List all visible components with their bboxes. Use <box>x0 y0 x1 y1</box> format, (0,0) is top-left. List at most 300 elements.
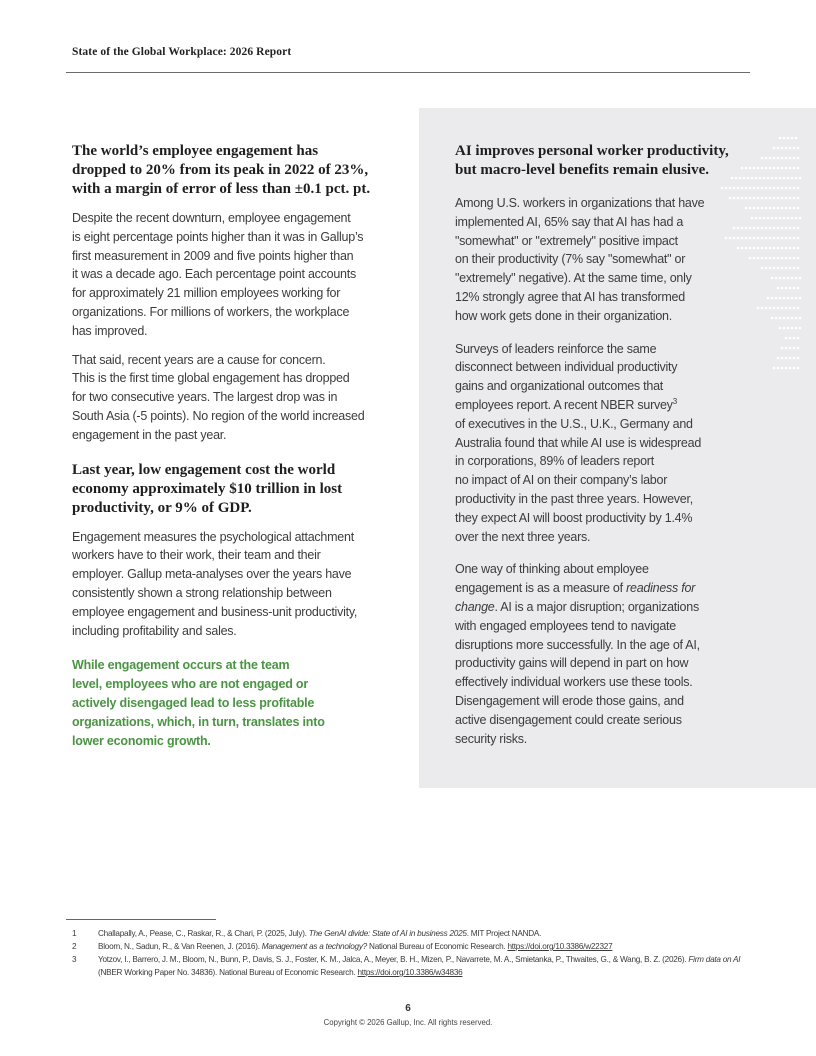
decorative-dot <box>781 167 784 170</box>
decorative-dot <box>793 227 796 230</box>
decorative-dot <box>773 227 776 230</box>
decorative-dot <box>797 267 800 270</box>
footnote-text <box>98 940 752 953</box>
decorative-dot <box>771 277 774 280</box>
decorative-dot <box>773 157 776 160</box>
decorative-dot <box>753 257 756 260</box>
decorative-dot <box>757 307 760 310</box>
decorative-dot <box>733 227 736 230</box>
decorative-dot <box>799 297 802 300</box>
decorative-dot <box>785 307 788 310</box>
decorative-dot <box>797 337 800 340</box>
decorative-dot <box>777 247 780 250</box>
leaders-survey-text-b: of executives in the U.S., U.K., Germany and Australia found that while AI use is widespread in corporations, 89% of leaders report no impact of AI on their company’s labor productivity in the past three years. However, they expect AI will boost productivity by 1.4% over the next three years. <box>455 416 702 544</box>
decorative-dot <box>769 267 772 270</box>
decorative-dot <box>793 157 796 160</box>
decorative-dot <box>785 207 788 210</box>
downturn-paragraph: Despite the recent downturn, employee engagement is eight percentage points higher than it was in Gallup’s first measurement in 2009 and five points higher than it was a decade ago. Each percentage point accounts for approximately 21 million employees working for organizations. For millions of workers, the workplace has improved. <box>72 211 364 338</box>
decorative-dot <box>779 327 782 330</box>
decorative-dot <box>781 357 784 360</box>
decorative-dot <box>791 277 794 280</box>
decorative-dot <box>783 177 786 180</box>
decorative-dot <box>785 247 788 250</box>
decorative-dot <box>759 217 762 220</box>
footnote-link[interactable]: https://doi.org/10.3386/w22327 <box>507 942 613 951</box>
footnote-text-a: Bloom, N., Sadun, R., & Van Reenen, J. (2016). <box>98 942 262 951</box>
decorative-dot <box>781 227 784 230</box>
decorative-dot <box>757 237 760 240</box>
decorative-dot <box>755 177 758 180</box>
decorative-dot <box>785 187 788 190</box>
decorative-dot <box>777 207 780 210</box>
decorative-dot <box>785 367 788 370</box>
decorative-dot <box>773 207 776 210</box>
decorative-dot <box>769 307 772 310</box>
footnote-text-a: Yotzov, I., Barrero, J. M., Bloom, N., Bunn, P., Davis, S. J., Foster, K. M., Jalca, A., Meyer, B. H., Mizen, P., Navarrete, M. A., Smietanka, P., Thwaites, G., & Wang, B. Z. (2026). <box>98 955 689 964</box>
decorative-dot <box>789 367 792 370</box>
decorative-dot <box>769 167 772 170</box>
decorative-dot <box>733 237 736 240</box>
decorative-dot <box>749 207 752 210</box>
decorative-dot <box>785 227 788 230</box>
footnote-text <box>98 953 752 979</box>
decorative-dot <box>737 247 740 250</box>
decorative-dot <box>775 297 778 300</box>
decorative-dot <box>769 157 772 160</box>
decorative-dot <box>751 177 754 180</box>
decorative-dot <box>787 317 790 320</box>
readiness-paragraph <box>455 560 731 748</box>
decorative-dot <box>765 227 768 230</box>
decorative-dot <box>785 257 788 260</box>
decorative-dot <box>789 337 792 340</box>
decorative-dot-pattern <box>720 132 816 392</box>
decorative-dot <box>797 247 800 250</box>
decorative-dot <box>777 147 780 150</box>
decorative-dot <box>781 307 784 310</box>
footnote-number: 1 <box>72 929 77 938</box>
decorative-dot <box>767 217 770 220</box>
decorative-dot <box>775 317 778 320</box>
decorative-dot <box>773 237 776 240</box>
decorative-dot <box>757 247 760 250</box>
decorative-dot <box>787 297 790 300</box>
decorative-dot <box>797 307 800 310</box>
decorative-dot <box>753 207 756 210</box>
decorative-dot <box>785 147 788 150</box>
decorative-dot <box>787 177 790 180</box>
decorative-dot <box>761 257 764 260</box>
decorative-dot <box>781 347 784 350</box>
decorative-dot <box>749 257 752 260</box>
decorative-dot <box>793 347 796 350</box>
decorative-dot <box>775 217 778 220</box>
engagement-definition-paragraph: Engagement measures the psychological attachment workers have to their work, their team and their employer. Gallup meta-analyses over the years have consistently shown a strong relationship between employee engagement and business-unit productivity, including profitability and sales. <box>72 529 358 638</box>
decorative-dot <box>795 277 798 280</box>
decorative-dot <box>789 167 792 170</box>
decorative-dot <box>789 197 792 200</box>
decorative-dot <box>771 297 774 300</box>
decorative-dot <box>777 197 780 200</box>
decorative-dot <box>785 157 788 160</box>
decorative-dot <box>765 167 768 170</box>
footnote-title: Management as a technology? <box>261 942 367 951</box>
footnote-link[interactable]: https://doi.org/10.3386/w34836 <box>357 968 463 977</box>
decorative-dot <box>779 217 782 220</box>
footnote-title: The GenAI divide: State of AI in business 2025 <box>308 929 467 938</box>
decorative-dot <box>741 167 744 170</box>
decorative-dot <box>779 277 782 280</box>
decorative-dot <box>797 257 800 260</box>
decorative-dot <box>799 327 802 330</box>
decorative-dot <box>781 147 784 150</box>
decorative-dot <box>793 287 796 290</box>
decorative-dot <box>763 217 766 220</box>
decorative-dot <box>797 367 800 370</box>
decorative-dot <box>741 247 744 250</box>
decorative-dot <box>767 177 770 180</box>
decorative-dot <box>757 257 760 260</box>
decorative-dot <box>799 277 802 280</box>
decorative-dot <box>791 177 794 180</box>
decorative-dot <box>781 287 784 290</box>
decorative-dot <box>791 217 794 220</box>
footnote-divider <box>66 919 216 920</box>
decorative-dot <box>769 187 772 190</box>
footnote <box>72 927 752 940</box>
leaders-survey-text-a: Surveys of leaders reinforce the same disconnect between individual productivity gains and organizational outcomes that employees report. A recent NBER survey <box>455 341 678 412</box>
decorative-dot <box>773 307 776 310</box>
decorative-dot <box>757 187 760 190</box>
decorative-dot <box>777 267 780 270</box>
decorative-dot <box>781 267 784 270</box>
footnote-text-b: (NBER Working Paper No. 34836). National Bureau of Economic Research. <box>98 968 358 977</box>
decorative-dot <box>757 227 760 230</box>
decorative-dot <box>789 257 792 260</box>
decorative-dot <box>777 157 780 160</box>
decorative-dot <box>757 207 760 210</box>
decorative-dot <box>791 327 794 330</box>
decorative-dot <box>753 197 756 200</box>
decorative-dot <box>733 187 736 190</box>
decorative-dot <box>797 227 800 230</box>
decorative-dot <box>749 237 752 240</box>
decorative-dot <box>797 287 800 290</box>
decorative-dot <box>749 187 752 190</box>
decorative-dot <box>761 247 764 250</box>
footnote-number: 2 <box>72 942 77 951</box>
decorative-dot <box>765 207 768 210</box>
decorative-dot <box>773 167 776 170</box>
decorative-dot <box>749 197 752 200</box>
decorative-dot <box>793 367 796 370</box>
decorative-dot <box>777 307 780 310</box>
decorative-dot <box>733 197 736 200</box>
decorative-dot <box>793 207 796 210</box>
decorative-dot <box>781 207 784 210</box>
decorative-dot <box>737 227 740 230</box>
footnote <box>72 953 752 979</box>
decorative-dot <box>737 197 740 200</box>
leaders-survey-paragraph <box>455 340 731 547</box>
footnote-ref-3[interactable]: 3 <box>672 396 677 406</box>
decorative-dot <box>797 187 800 190</box>
decorative-dot <box>789 157 792 160</box>
decorative-dot <box>775 177 778 180</box>
footnote-text-a: Challapally, A., Pease, C., Raskar, R., & Chari, P. (2025, July). <box>98 929 309 938</box>
decorative-dot <box>787 137 790 140</box>
decorative-dot <box>789 247 792 250</box>
decorative-dot <box>783 277 786 280</box>
decorative-dot <box>781 247 784 250</box>
decorative-dot <box>793 187 796 190</box>
decorative-dot <box>749 227 752 230</box>
ai-productivity-heading: AI improves personal worker productivity, but macro-level benefits remain elusive. <box>455 143 729 178</box>
decorative-dot <box>773 257 776 260</box>
decorative-dot <box>753 237 756 240</box>
decorative-dot <box>793 197 796 200</box>
decorative-dot <box>787 277 790 280</box>
decorative-dot <box>777 287 780 290</box>
decorative-dot <box>795 137 798 140</box>
decorative-dot <box>765 267 768 270</box>
footnote-text-b: . MIT Project NANDA. <box>466 929 542 938</box>
decorative-dot <box>783 297 786 300</box>
decorative-dot <box>765 197 768 200</box>
decorative-dot <box>777 237 780 240</box>
decorative-dot <box>779 137 782 140</box>
decorative-dot <box>785 267 788 270</box>
decorative-dot <box>741 197 744 200</box>
decorative-dot <box>793 167 796 170</box>
decorative-dot <box>791 297 794 300</box>
decorative-dot <box>785 167 788 170</box>
decorative-dot <box>761 227 764 230</box>
footnotes <box>72 927 752 979</box>
decorative-dot <box>783 317 786 320</box>
decorative-dot <box>773 267 776 270</box>
decorative-dot <box>777 367 780 370</box>
decorative-dot <box>745 237 748 240</box>
decorative-dot <box>789 287 792 290</box>
decorative-dot <box>745 167 748 170</box>
copyright-text: Copyright © 2026 Gallup, Inc. All rights reserved. <box>323 1018 493 1027</box>
decorative-dot <box>785 237 788 240</box>
decorative-dot <box>749 167 752 170</box>
decorative-dot <box>761 167 764 170</box>
decorative-dot <box>765 257 768 260</box>
decorative-dot <box>795 177 798 180</box>
decorative-dot <box>773 247 776 250</box>
decorative-dot <box>761 267 764 270</box>
decorative-dot <box>793 307 796 310</box>
readiness-emphasis: readiness for change <box>455 581 696 614</box>
decorative-dot <box>783 137 786 140</box>
decorative-dot <box>773 187 776 190</box>
decorative-dot <box>747 177 750 180</box>
decorative-dot <box>765 307 768 310</box>
decorative-dot <box>795 327 798 330</box>
decorative-dot <box>789 147 792 150</box>
decorative-dot <box>793 337 796 340</box>
decorative-dot <box>767 297 770 300</box>
readiness-text-b: . AI is a major disruption; organizations with engaged employees tend to navigate disruptions more successfully. In the age of AI, productivity gains will depend in part on how effectively individual workers use these tools. Disengagement will erode those gains, and active disengagement could create serious security risks. <box>455 599 700 746</box>
decorative-dot <box>769 197 772 200</box>
decorative-dot <box>771 217 774 220</box>
decorative-dot <box>781 197 784 200</box>
decorative-dot <box>749 247 752 250</box>
engagement-heading: The world’s employee engagement has dropped to 20% from its peak in 2022 of 23%, with a margin of error of less than ±0.1 pct. pt. <box>72 143 371 197</box>
decorative-dot <box>731 177 734 180</box>
decorative-dot <box>791 317 794 320</box>
decorative-dot <box>753 187 756 190</box>
decorative-dot <box>797 237 800 240</box>
decorative-dot <box>745 227 748 230</box>
decorative-dot <box>761 197 764 200</box>
decorative-dot <box>765 157 768 160</box>
decorative-dot <box>781 367 784 370</box>
decorative-dot <box>745 187 748 190</box>
decorative-dot <box>797 167 800 170</box>
decorative-dot <box>789 237 792 240</box>
decorative-dot <box>791 137 794 140</box>
decorative-dot <box>745 207 748 210</box>
decorative-dot <box>793 237 796 240</box>
decorative-dot <box>753 227 756 230</box>
footnote-title: Firm data on AI <box>688 955 741 964</box>
decorative-dot <box>775 277 778 280</box>
decorative-dot <box>793 357 796 360</box>
decorative-dot <box>781 157 784 160</box>
decorative-dot <box>781 237 784 240</box>
decorative-dot <box>793 147 796 150</box>
decorative-dot <box>789 267 792 270</box>
decorative-dot <box>765 237 768 240</box>
decorative-dot <box>777 187 780 190</box>
decorative-dot <box>785 357 788 360</box>
economic-cost-heading: Last year, low engagement cost the world economy approximately $10 trillion in lost productivity, or 9% of GDP. <box>72 461 343 516</box>
decorative-dot <box>779 177 782 180</box>
decorative-dot <box>789 227 792 230</box>
decorative-dot <box>799 217 802 220</box>
decorative-dot <box>739 177 742 180</box>
decorative-dot <box>769 257 772 260</box>
decorative-dot <box>777 357 780 360</box>
decorative-dot <box>797 207 800 210</box>
decorative-dot <box>741 227 744 230</box>
decorative-dot <box>785 287 788 290</box>
decorative-dot <box>783 217 786 220</box>
decorative-dot <box>793 267 796 270</box>
decorative-dot <box>789 307 792 310</box>
footnote <box>72 940 752 953</box>
footnote-text-b: National Bureau of Economic Research. <box>367 942 508 951</box>
decorative-dot <box>787 217 790 220</box>
decorative-dot <box>745 197 748 200</box>
decorative-dot <box>787 327 790 330</box>
decorative-dot <box>789 187 792 190</box>
decorative-dot <box>761 237 764 240</box>
concern-paragraph: That said, recent years are a cause for concern. This is the first time global engagement has dropped for two consecutive years. The largest drop was in South Asia (-5 points). No region of the world increased engagement in the past year. <box>72 352 365 442</box>
decorative-dot <box>789 207 792 210</box>
callout-text: While engagement occurs at the team level, employees who are not engaged or actively disengaged lead to less profitable organizations, which, in turn, translates into lower economic growth. <box>72 658 325 748</box>
decorative-dot <box>785 197 788 200</box>
decorative-dot <box>789 357 792 360</box>
decorative-dot <box>751 217 754 220</box>
report-title: State of the Global Workplace: 2026 Report <box>72 46 292 58</box>
decorative-dot <box>799 177 802 180</box>
decorative-dot <box>795 297 798 300</box>
decorative-dot <box>743 177 746 180</box>
footnote-number: 3 <box>72 955 77 964</box>
decorative-dot <box>793 257 796 260</box>
decorative-dot <box>797 347 800 350</box>
decorative-dot <box>781 257 784 260</box>
decorative-dot <box>769 237 772 240</box>
decorative-dot <box>785 337 788 340</box>
decorative-dot <box>737 237 740 240</box>
decorative-dot <box>785 347 788 350</box>
decorative-dot <box>761 207 764 210</box>
ai-workers-paragraph: Among U.S. workers in organizations that have implemented AI, 65% say that AI has had a "somewhat" or "extremely" positive impact on their productivity (7% say "somewhat" or "extremely" negative). At the same time, only 12% strongly agree that AI has transformed how work gets done in their organization. <box>455 196 705 323</box>
decorative-dot <box>773 147 776 150</box>
decorative-dot <box>797 197 800 200</box>
decorative-dot <box>795 217 798 220</box>
decorative-dot <box>755 217 758 220</box>
decorative-dot <box>753 247 756 250</box>
decorative-dot <box>771 177 774 180</box>
decorative-dot <box>799 317 802 320</box>
decorative-dot <box>763 177 766 180</box>
decorative-dot <box>777 167 780 170</box>
decorative-dot <box>781 187 784 190</box>
decorative-dot <box>779 317 782 320</box>
decorative-dot <box>741 237 744 240</box>
decorative-dot <box>797 147 800 150</box>
decorative-dot <box>793 247 796 250</box>
decorative-dot <box>783 327 786 330</box>
decorative-dot <box>765 247 768 250</box>
page-number: 6 <box>405 1003 411 1014</box>
decorative-dot <box>753 167 756 170</box>
decorative-dot <box>761 307 764 310</box>
decorative-dot <box>777 257 780 260</box>
decorative-dot <box>795 317 798 320</box>
decorative-dot <box>771 317 774 320</box>
decorative-dot <box>761 187 764 190</box>
decorative-dot <box>769 227 772 230</box>
readiness-text-a: One way of thinking about employee engagement is as a measure of <box>455 562 649 596</box>
decorative-dot <box>737 187 740 190</box>
footnote-text <box>98 927 752 940</box>
decorative-dot <box>789 347 792 350</box>
decorative-dot <box>797 157 800 160</box>
left-column <box>72 142 382 750</box>
right-column <box>455 142 731 758</box>
decorative-dot <box>757 197 760 200</box>
decorative-dot <box>797 357 800 360</box>
decorative-dot <box>773 197 776 200</box>
decorative-dot <box>769 207 772 210</box>
decorative-dot <box>761 157 764 160</box>
decorative-dot <box>773 367 776 370</box>
decorative-dot <box>777 227 780 230</box>
decorative-dot <box>757 167 760 170</box>
decorative-dot <box>735 177 738 180</box>
decorative-dot <box>759 177 762 180</box>
decorative-dot <box>779 297 782 300</box>
header-divider <box>66 72 750 73</box>
